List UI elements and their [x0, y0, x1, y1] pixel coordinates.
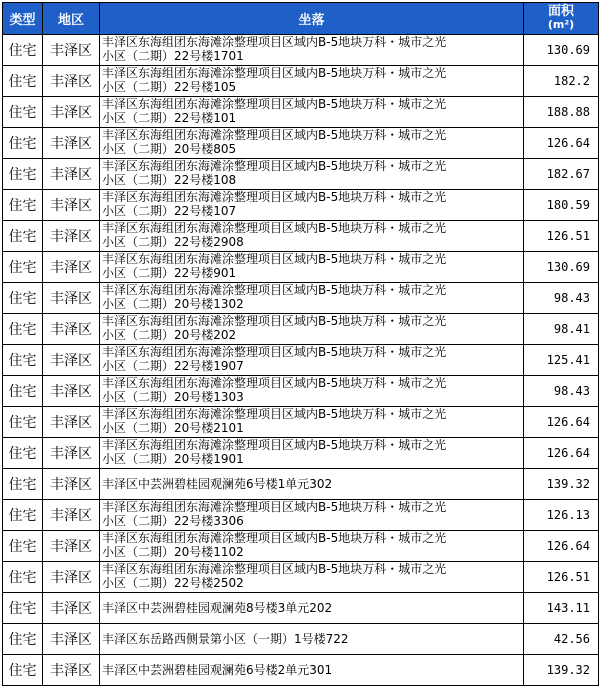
table-row — [3, 221, 599, 252]
cell-type: 住宅 — [3, 66, 43, 97]
address-line: 丰泽区东海组团东海滩涂整理项目区域内B-5地块万科・城市之光 — [102, 283, 447, 297]
cell-region: 丰泽区 — [43, 376, 100, 407]
address-line: 小区（二期）20号楼1303 — [102, 390, 244, 404]
cell-area: 182.67 — [524, 159, 599, 190]
cell-type: 住宅 — [3, 438, 43, 469]
cell-region: 丰泽区 — [43, 190, 100, 221]
table-row — [3, 97, 599, 128]
header-row — [3, 3, 599, 35]
address-line: 小区（二期）22号楼2908 — [102, 235, 244, 249]
cell-address — [100, 376, 524, 407]
cell-area: 126.64 — [524, 128, 599, 159]
table-row — [3, 407, 599, 438]
address-line: 小区（二期）22号楼1907 — [102, 359, 244, 373]
cell-address — [100, 35, 524, 66]
cell-type: 住宅 — [3, 562, 43, 593]
address-line: 丰泽区东海组团东海滩涂整理项目区域内B-5地块万科・城市之光 — [102, 190, 447, 204]
cell-address — [100, 252, 524, 283]
address-line: 小区（二期）20号楼805 — [102, 142, 237, 156]
cell-address — [100, 66, 524, 97]
address-line: 丰泽区东海组团东海滩涂整理项目区域内B-5地块万科・城市之光 — [102, 97, 447, 111]
cell-region: 丰泽区 — [43, 128, 100, 159]
cell-region: 丰泽区 — [43, 159, 100, 190]
table-row — [3, 562, 599, 593]
cell-address — [100, 345, 524, 376]
cell-address — [100, 283, 524, 314]
cell-area: 130.69 — [524, 252, 599, 283]
cell-region: 丰泽区 — [43, 593, 100, 624]
table-row — [3, 469, 599, 500]
cell-type: 住宅 — [3, 252, 43, 283]
table-row — [3, 624, 599, 655]
cell-area: 180.59 — [524, 190, 599, 221]
address-line: 丰泽区东海组团东海滩涂整理项目区域内B-5地块万科・城市之光 — [102, 252, 447, 266]
cell-region: 丰泽区 — [43, 562, 100, 593]
cell-address — [100, 221, 524, 252]
table-row — [3, 190, 599, 221]
address-line: 小区（二期）22号楼101 — [102, 111, 237, 125]
cell-type: 住宅 — [3, 655, 43, 686]
cell-region: 丰泽区 — [43, 438, 100, 469]
cell-type: 住宅 — [3, 624, 43, 655]
address-line: 小区（二期）22号楼2502 — [102, 576, 244, 590]
address-line: 丰泽区中芸洲碧桂园观澜苑6号楼1单元302 — [102, 477, 333, 491]
header-address: 坐落 — [100, 3, 524, 35]
cell-type: 住宅 — [3, 407, 43, 438]
cell-address — [100, 407, 524, 438]
cell-address — [100, 469, 524, 500]
cell-address — [100, 531, 524, 562]
cell-address — [100, 159, 524, 190]
cell-area: 143.11 — [524, 593, 599, 624]
address-line: 丰泽区东海组团东海滩涂整理项目区域内B-5地块万科・城市之光 — [102, 562, 447, 576]
cell-area: 126.64 — [524, 407, 599, 438]
cell-address — [100, 562, 524, 593]
address-line: 小区（二期）20号楼2101 — [102, 421, 244, 435]
address-line: 丰泽区东岳路西侧景第小区（一期）1号楼722 — [102, 632, 349, 646]
cell-address — [100, 128, 524, 159]
cell-type: 住宅 — [3, 469, 43, 500]
table-row — [3, 252, 599, 283]
cell-area: 126.13 — [524, 500, 599, 531]
cell-area: 126.64 — [524, 438, 599, 469]
cell-region: 丰泽区 — [43, 345, 100, 376]
table-row — [3, 314, 599, 345]
address-line: 小区（二期）22号楼3306 — [102, 514, 244, 528]
header-area-unit: (m²) — [547, 18, 575, 31]
cell-type: 住宅 — [3, 593, 43, 624]
cell-area: 126.51 — [524, 562, 599, 593]
header-area-label: 面积 — [547, 4, 574, 19]
address-line: 丰泽区东海组团东海滩涂整理项目区域内B-5地块万科・城市之光 — [102, 128, 447, 142]
cell-type: 住宅 — [3, 283, 43, 314]
address-line: 小区（二期）22号楼1701 — [102, 49, 244, 63]
address-line: 丰泽区东海组团东海滩涂整理项目区域内B-5地块万科・城市之光 — [102, 345, 447, 359]
cell-address — [100, 314, 524, 345]
address-line: 小区（二期）22号楼108 — [102, 173, 237, 187]
cell-type: 住宅 — [3, 345, 43, 376]
address-line: 小区（二期）20号楼1102 — [102, 545, 244, 559]
cell-address — [100, 190, 524, 221]
cell-type: 住宅 — [3, 221, 43, 252]
address-line: 丰泽区东海组团东海滩涂整理项目区域内B-5地块万科・城市之光 — [102, 376, 447, 390]
cell-area: 139.32 — [524, 655, 599, 686]
header-area — [524, 3, 599, 35]
address-line: 丰泽区中芸洲碧桂园观澜苑6号楼2单元301 — [102, 663, 333, 677]
address-line: 丰泽区东海组团东海滩涂整理项目区域内B-5地块万科・城市之光 — [102, 531, 447, 545]
address-line: 丰泽区东海组团东海滩涂整理项目区域内B-5地块万科・城市之光 — [102, 438, 447, 452]
cell-type: 住宅 — [3, 190, 43, 221]
cell-type: 住宅 — [3, 97, 43, 128]
cell-type: 住宅 — [3, 500, 43, 531]
address-line: 小区（二期）22号楼901 — [102, 266, 237, 280]
cell-type: 住宅 — [3, 314, 43, 345]
address-line: 小区（二期）22号楼107 — [102, 204, 237, 218]
cell-address — [100, 500, 524, 531]
address-line: 丰泽区东海组团东海滩涂整理项目区域内B-5地块万科・城市之光 — [102, 407, 447, 421]
property-table — [2, 2, 599, 686]
address-line: 丰泽区中芸洲碧桂园观澜苑8号楼3单元202 — [102, 601, 333, 615]
cell-area: 126.51 — [524, 221, 599, 252]
table-row — [3, 655, 599, 686]
table-row — [3, 283, 599, 314]
cell-area: 126.64 — [524, 531, 599, 562]
table-row — [3, 159, 599, 190]
address-line: 小区（二期）22号楼105 — [102, 80, 237, 94]
cell-region: 丰泽区 — [43, 66, 100, 97]
address-line: 丰泽区东海组团东海滩涂整理项目区域内B-5地块万科・城市之光 — [102, 500, 447, 514]
cell-address — [100, 655, 524, 686]
cell-region: 丰泽区 — [43, 407, 100, 438]
cell-region: 丰泽区 — [43, 221, 100, 252]
cell-type: 住宅 — [3, 35, 43, 66]
header-type: 类型 — [3, 3, 43, 35]
table-row — [3, 593, 599, 624]
address-line: 丰泽区东海组团东海滩涂整理项目区域内B-5地块万科・城市之光 — [102, 35, 447, 49]
cell-type: 住宅 — [3, 531, 43, 562]
cell-address — [100, 97, 524, 128]
table-row — [3, 35, 599, 66]
cell-region: 丰泽区 — [43, 624, 100, 655]
cell-area: 130.69 — [524, 35, 599, 66]
table-row — [3, 345, 599, 376]
cell-area: 182.2 — [524, 66, 599, 97]
cell-type: 住宅 — [3, 128, 43, 159]
table-row — [3, 376, 599, 407]
cell-area: 139.32 — [524, 469, 599, 500]
cell-area: 98.43 — [524, 283, 599, 314]
cell-region: 丰泽区 — [43, 655, 100, 686]
table-row — [3, 438, 599, 469]
cell-region: 丰泽区 — [43, 469, 100, 500]
address-line: 丰泽区东海组团东海滩涂整理项目区域内B-5地块万科・城市之光 — [102, 159, 447, 173]
cell-address — [100, 438, 524, 469]
cell-region: 丰泽区 — [43, 283, 100, 314]
cell-region: 丰泽区 — [43, 500, 100, 531]
cell-region: 丰泽区 — [43, 252, 100, 283]
cell-region: 丰泽区 — [43, 314, 100, 345]
address-line: 小区（二期）20号楼1302 — [102, 297, 244, 311]
cell-region: 丰泽区 — [43, 97, 100, 128]
cell-area: 98.43 — [524, 376, 599, 407]
cell-type: 住宅 — [3, 159, 43, 190]
cell-region: 丰泽区 — [43, 35, 100, 66]
cell-address — [100, 624, 524, 655]
table-row — [3, 128, 599, 159]
table-body — [3, 35, 599, 686]
cell-area: 42.56 — [524, 624, 599, 655]
table-row — [3, 500, 599, 531]
cell-area: 188.88 — [524, 97, 599, 128]
cell-area: 98.41 — [524, 314, 599, 345]
property-table-sheet — [2, 2, 598, 686]
address-line: 小区（二期）20号楼202 — [102, 328, 237, 342]
table-row — [3, 531, 599, 562]
address-line: 丰泽区东海组团东海滩涂整理项目区域内B-5地块万科・城市之光 — [102, 221, 447, 235]
address-line: 丰泽区东海组团东海滩涂整理项目区域内B-5地块万科・城市之光 — [102, 314, 447, 328]
cell-address — [100, 593, 524, 624]
header-region: 地区 — [43, 3, 100, 35]
cell-region: 丰泽区 — [43, 531, 100, 562]
cell-area: 125.41 — [524, 345, 599, 376]
address-line: 小区（二期）20号楼1901 — [102, 452, 244, 466]
table-row — [3, 66, 599, 97]
cell-type: 住宅 — [3, 376, 43, 407]
address-line: 丰泽区东海组团东海滩涂整理项目区域内B-5地块万科・城市之光 — [102, 66, 447, 80]
